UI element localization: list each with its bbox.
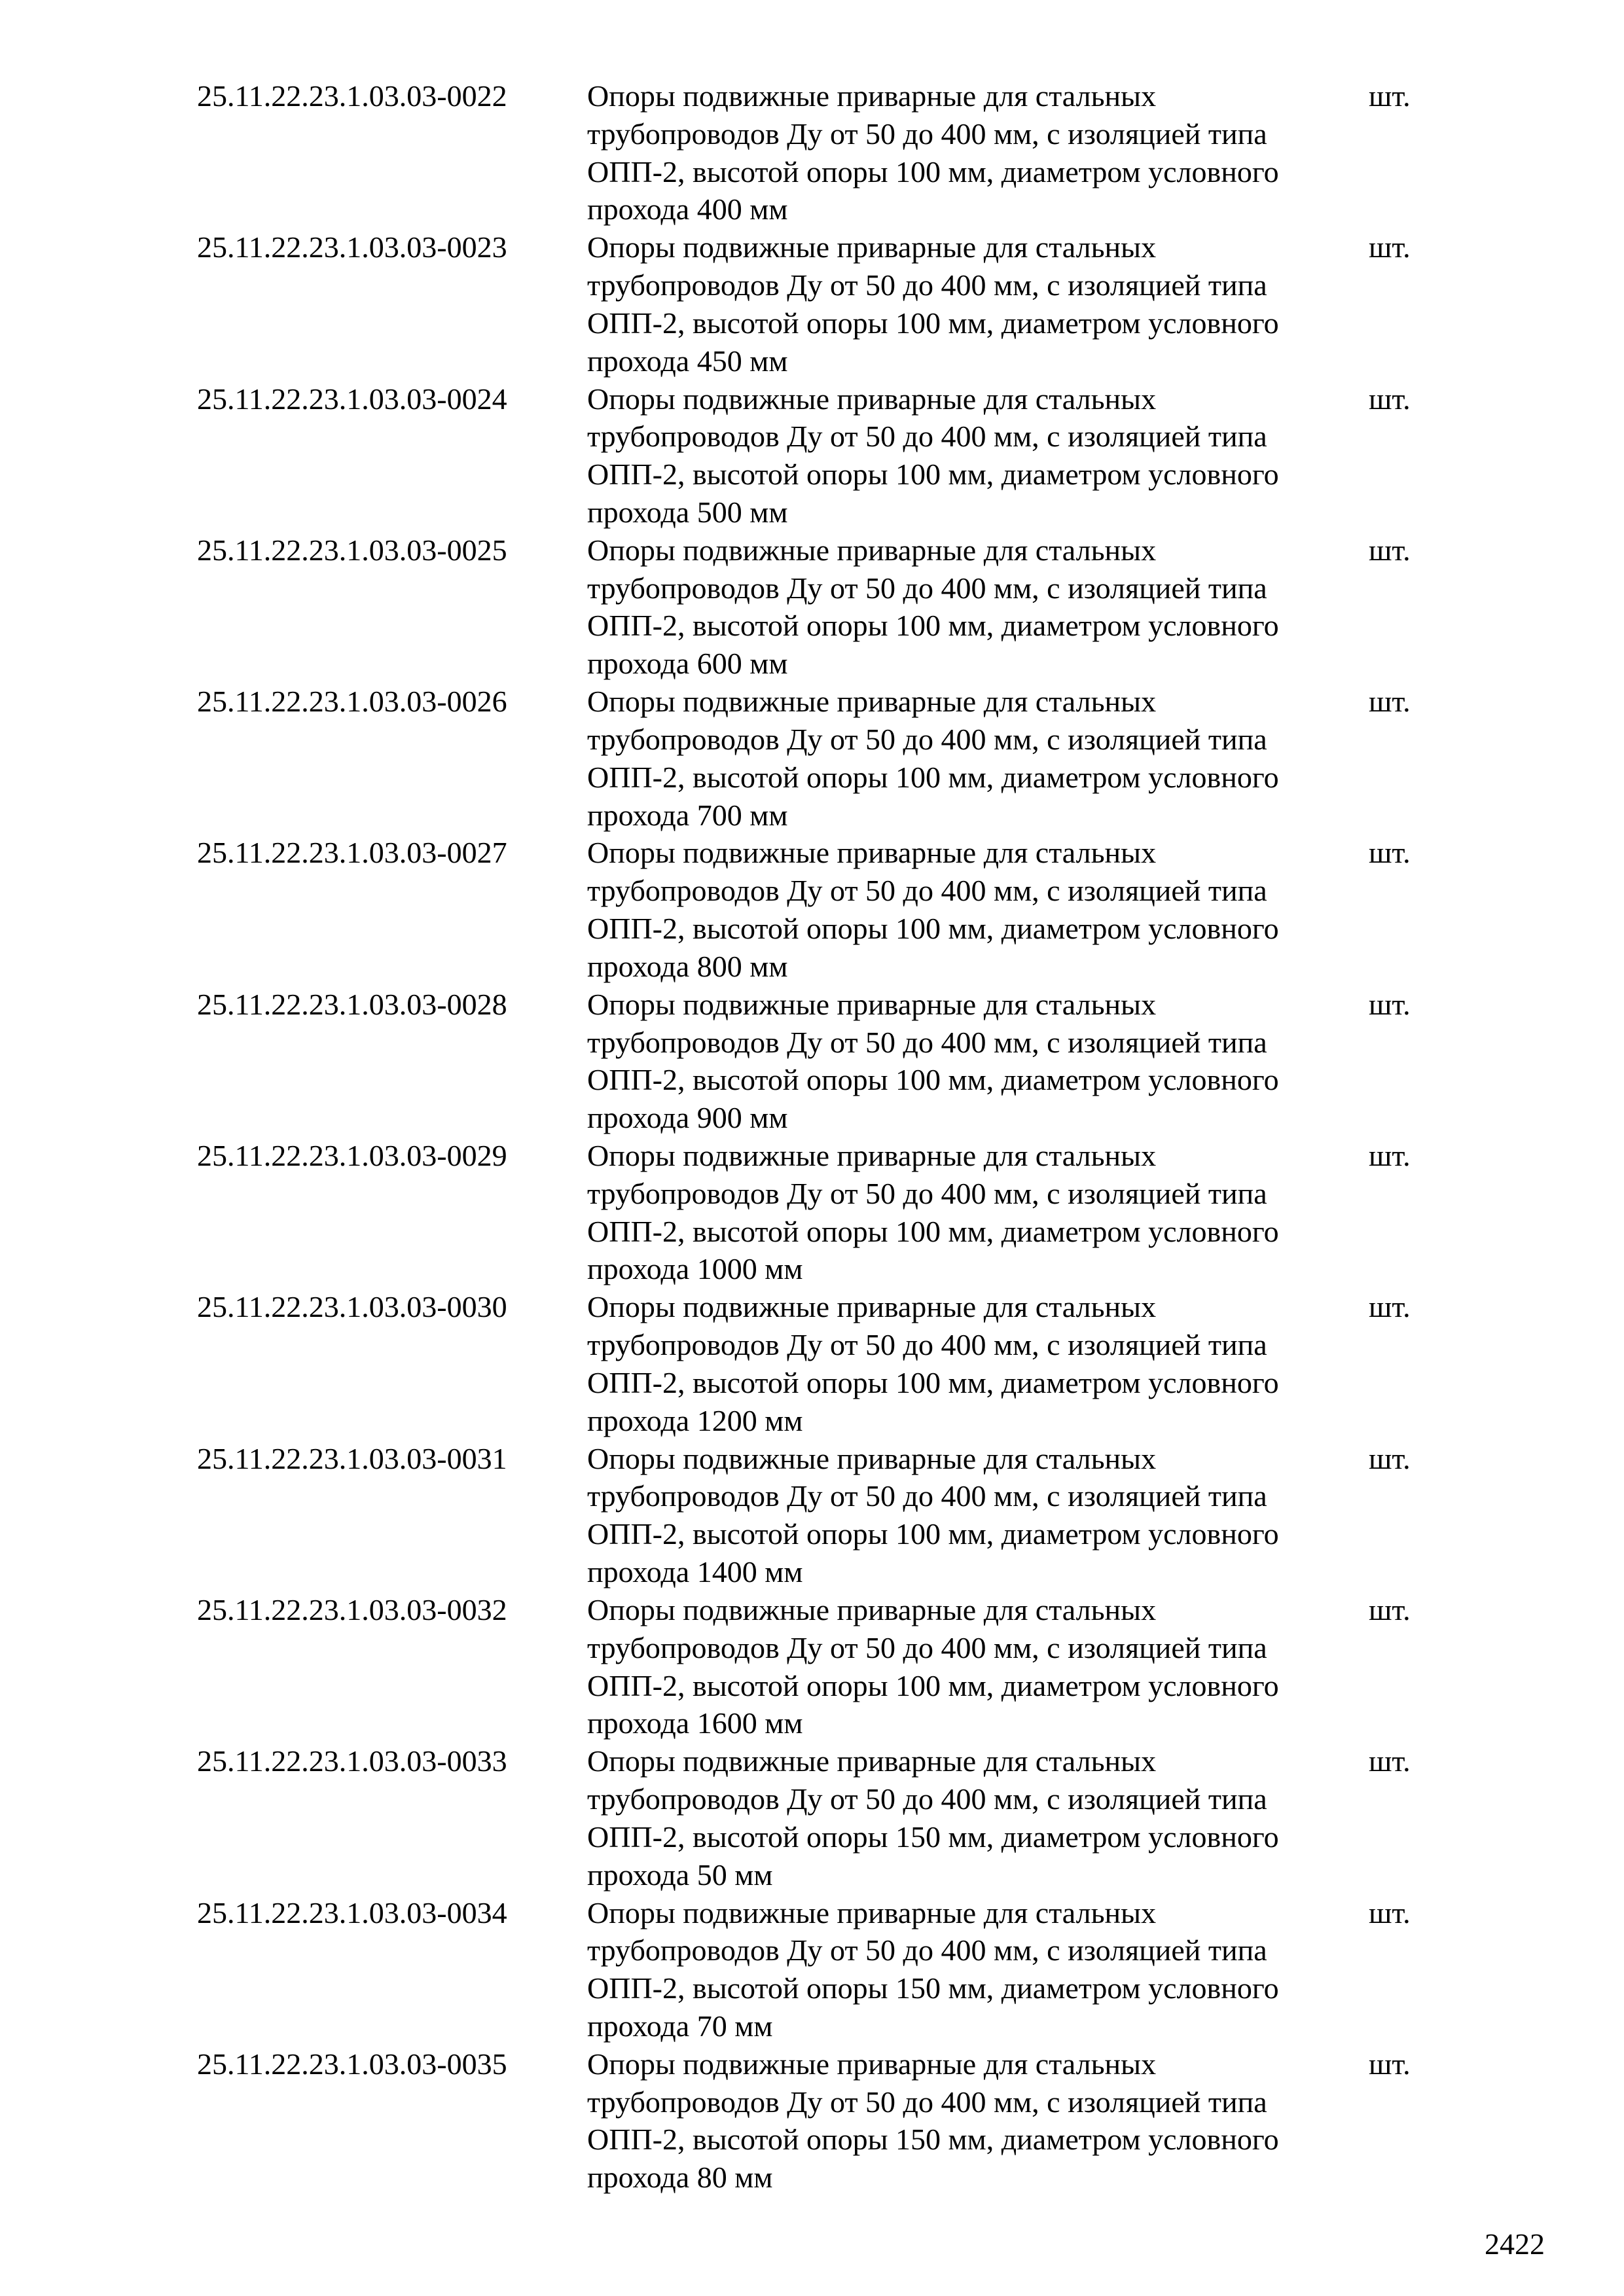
resource-description bbox=[587, 1137, 1360, 1288]
resource-code: 25.11.22.23.1.03.03-0025 bbox=[197, 533, 507, 567]
resource-description bbox=[587, 1440, 1360, 1591]
description-line: трубопроводов Ду от 50 до 400 мм, с изоляцией типа bbox=[587, 1782, 1267, 1816]
unit-of-measure: шт. bbox=[1369, 382, 1411, 416]
resource-description bbox=[587, 77, 1360, 228]
description-line: ОПП-2, высотой опоры 100 мм, диаметром условного bbox=[587, 1214, 1279, 1248]
resource-code: 25.11.22.23.1.03.03-0022 bbox=[197, 79, 507, 113]
unit-of-measure: шт. bbox=[1369, 533, 1411, 567]
description-line: ОПП-2, высотой опоры 100 мм, диаметром условного bbox=[587, 1668, 1279, 1702]
description-line: ОПП-2, высотой опоры 100 мм, диаметром условного bbox=[587, 760, 1279, 794]
table-row bbox=[197, 1591, 1441, 1742]
description-line: ОПП-2, высотой опоры 100 мм, диаметром условного bbox=[587, 1365, 1279, 1399]
description-line: Опоры подвижные приварные для стальных bbox=[587, 2047, 1157, 2081]
description-line: трубопроводов Ду от 50 до 400 мм, с изоляцией типа bbox=[587, 1025, 1267, 1059]
table-row bbox=[197, 834, 1441, 985]
description-line: Опоры подвижные приварные для стальных bbox=[587, 533, 1157, 567]
description-line: трубопроводов Ду от 50 до 400 мм, с изоляцией типа bbox=[587, 1933, 1267, 1967]
description-line: Опоры подвижные приварные для стальных bbox=[587, 836, 1157, 870]
resource-description bbox=[587, 228, 1360, 380]
resource-description bbox=[587, 1742, 1360, 1893]
page-number: 2422 bbox=[1485, 2227, 1545, 2261]
description-line: прохода 1200 мм bbox=[587, 1403, 803, 1437]
unit-of-measure: шт. bbox=[1369, 2047, 1411, 2081]
description-line: Опоры подвижные приварные для стальных bbox=[587, 1139, 1157, 1173]
description-line: прохода 800 мм bbox=[587, 949, 788, 983]
description-line: трубопроводов Ду от 50 до 400 мм, с изоляцией типа bbox=[587, 874, 1267, 908]
resource-code: 25.11.22.23.1.03.03-0024 bbox=[197, 382, 507, 416]
description-line: прохода 1000 мм bbox=[587, 1252, 803, 1286]
description-line: Опоры подвижные приварные для стальных bbox=[587, 79, 1157, 113]
table-row bbox=[197, 531, 1441, 683]
resource-code: 25.11.22.23.1.03.03-0032 bbox=[197, 1592, 507, 1626]
description-line: Опоры подвижные приварные для стальных bbox=[587, 1744, 1157, 1778]
description-line: Опоры подвижные приварные для стальных bbox=[587, 382, 1157, 416]
table-row bbox=[197, 683, 1441, 834]
resource-code: 25.11.22.23.1.03.03-0028 bbox=[197, 987, 507, 1021]
resource-code: 25.11.22.23.1.03.03-0031 bbox=[197, 1441, 507, 1475]
description-line: трубопроводов Ду от 50 до 400 мм, с изоляцией типа bbox=[587, 571, 1267, 605]
description-line: трубопроводов Ду от 50 до 400 мм, с изоляцией типа bbox=[587, 1328, 1267, 1362]
unit-of-measure: шт. bbox=[1369, 1592, 1411, 1626]
resource-code: 25.11.22.23.1.03.03-0035 bbox=[197, 2047, 507, 2081]
resource-code: 25.11.22.23.1.03.03-0029 bbox=[197, 1139, 507, 1173]
description-line: ОПП-2, высотой опоры 100 мм, диаметром условного bbox=[587, 1063, 1279, 1097]
unit-of-measure: шт. bbox=[1369, 1895, 1411, 1929]
resource-description bbox=[587, 1591, 1360, 1742]
resource-code: 25.11.22.23.1.03.03-0026 bbox=[197, 685, 507, 719]
resource-description bbox=[587, 1894, 1360, 2045]
table-row bbox=[197, 2045, 1441, 2197]
resource-description bbox=[587, 683, 1360, 834]
description-line: ОПП-2, высотой опоры 100 мм, диаметром условного bbox=[587, 609, 1279, 643]
unit-of-measure: шт. bbox=[1369, 836, 1411, 870]
unit-of-measure: шт. bbox=[1369, 230, 1411, 264]
description-line: трубопроводов Ду от 50 до 400 мм, с изоляцией типа bbox=[587, 420, 1267, 454]
unit-of-measure: шт. bbox=[1369, 1139, 1411, 1173]
description-line: ОПП-2, высотой опоры 150 мм, диаметром условного bbox=[587, 2123, 1279, 2157]
description-line: прохода 700 мм bbox=[587, 798, 788, 832]
unit-of-measure: шт. bbox=[1369, 79, 1411, 113]
description-line: Опоры подвижные приварные для стальных bbox=[587, 987, 1157, 1021]
description-line: трубопроводов Ду от 50 до 400 мм, с изоляцией типа bbox=[587, 2085, 1267, 2119]
table-row bbox=[197, 380, 1441, 531]
description-line: трубопроводов Ду от 50 до 400 мм, с изоляцией типа bbox=[587, 1630, 1267, 1664]
table-row bbox=[197, 1894, 1441, 2045]
description-line: трубопроводов Ду от 50 до 400 мм, с изоляцией типа bbox=[587, 117, 1267, 151]
description-line: прохода 500 мм bbox=[587, 495, 788, 529]
resource-description bbox=[587, 380, 1360, 531]
table-row bbox=[197, 986, 1441, 1137]
description-line: прохода 400 мм bbox=[587, 192, 788, 226]
description-line: прохода 50 мм bbox=[587, 1857, 773, 1892]
description-line: прохода 1400 мм bbox=[587, 1555, 803, 1589]
description-line: прохода 450 мм bbox=[587, 344, 788, 378]
description-line: ОПП-2, высотой опоры 100 мм, диаметром условного bbox=[587, 306, 1279, 340]
description-line: Опоры подвижные приварные для стальных bbox=[587, 1441, 1157, 1475]
description-line: трубопроводов Ду от 50 до 400 мм, с изоляцией типа bbox=[587, 1479, 1267, 1513]
description-line: прохода 80 мм bbox=[587, 2161, 773, 2195]
table-row bbox=[197, 1742, 1441, 1893]
resource-table bbox=[197, 77, 1441, 2197]
resource-code: 25.11.22.23.1.03.03-0027 bbox=[197, 836, 507, 870]
description-line: Опоры подвижные приварные для стальных bbox=[587, 1290, 1157, 1324]
description-line: Опоры подвижные приварные для стальных bbox=[587, 685, 1157, 719]
description-line: ОПП-2, высотой опоры 100 мм, диаметром условного bbox=[587, 1517, 1279, 1551]
description-line: ОПП-2, высотой опоры 100 мм, диаметром условного bbox=[587, 457, 1279, 492]
resource-code: 25.11.22.23.1.03.03-0033 bbox=[197, 1744, 507, 1778]
description-line: ОПП-2, высотой опоры 100 мм, диаметром условного bbox=[587, 912, 1279, 946]
unit-of-measure: шт. bbox=[1369, 987, 1411, 1021]
resource-description bbox=[587, 1288, 1360, 1439]
description-line: ОПП-2, высотой опоры 100 мм, диаметром условного bbox=[587, 154, 1279, 188]
description-line: прохода 900 мм bbox=[587, 1101, 788, 1135]
resource-description bbox=[587, 531, 1360, 683]
resource-description bbox=[587, 834, 1360, 985]
unit-of-measure: шт. bbox=[1369, 1290, 1411, 1324]
description-line: трубопроводов Ду от 50 до 400 мм, с изоляцией типа bbox=[587, 1176, 1267, 1210]
resource-code: 25.11.22.23.1.03.03-0030 bbox=[197, 1290, 507, 1324]
description-line: ОПП-2, высотой опоры 150 мм, диаметром условного bbox=[587, 1820, 1279, 1854]
resource-description bbox=[587, 986, 1360, 1137]
description-line: Опоры подвижные приварные для стальных bbox=[587, 1592, 1157, 1626]
table-row bbox=[197, 1440, 1441, 1591]
resource-description bbox=[587, 2045, 1360, 2197]
unit-of-measure: шт. bbox=[1369, 685, 1411, 719]
resource-code: 25.11.22.23.1.03.03-0034 bbox=[197, 1895, 507, 1929]
resource-code: 25.11.22.23.1.03.03-0023 bbox=[197, 230, 507, 264]
unit-of-measure: шт. bbox=[1369, 1744, 1411, 1778]
table-row bbox=[197, 228, 1441, 380]
description-line: прохода 70 мм bbox=[587, 2009, 773, 2043]
table-row bbox=[197, 1137, 1441, 1288]
description-line: трубопроводов Ду от 50 до 400 мм, с изоляцией типа bbox=[587, 722, 1267, 756]
table-row bbox=[197, 77, 1441, 228]
description-line: Опоры подвижные приварные для стальных bbox=[587, 230, 1157, 264]
description-line: трубопроводов Ду от 50 до 400 мм, с изоляцией типа bbox=[587, 268, 1267, 302]
unit-of-measure: шт. bbox=[1369, 1441, 1411, 1475]
table-row bbox=[197, 1288, 1441, 1439]
description-line: ОПП-2, высотой опоры 150 мм, диаметром условного bbox=[587, 1971, 1279, 2005]
description-line: прохода 600 мм bbox=[587, 647, 788, 681]
description-line: прохода 1600 мм bbox=[587, 1706, 803, 1740]
description-line: Опоры подвижные приварные для стальных bbox=[587, 1895, 1157, 1929]
